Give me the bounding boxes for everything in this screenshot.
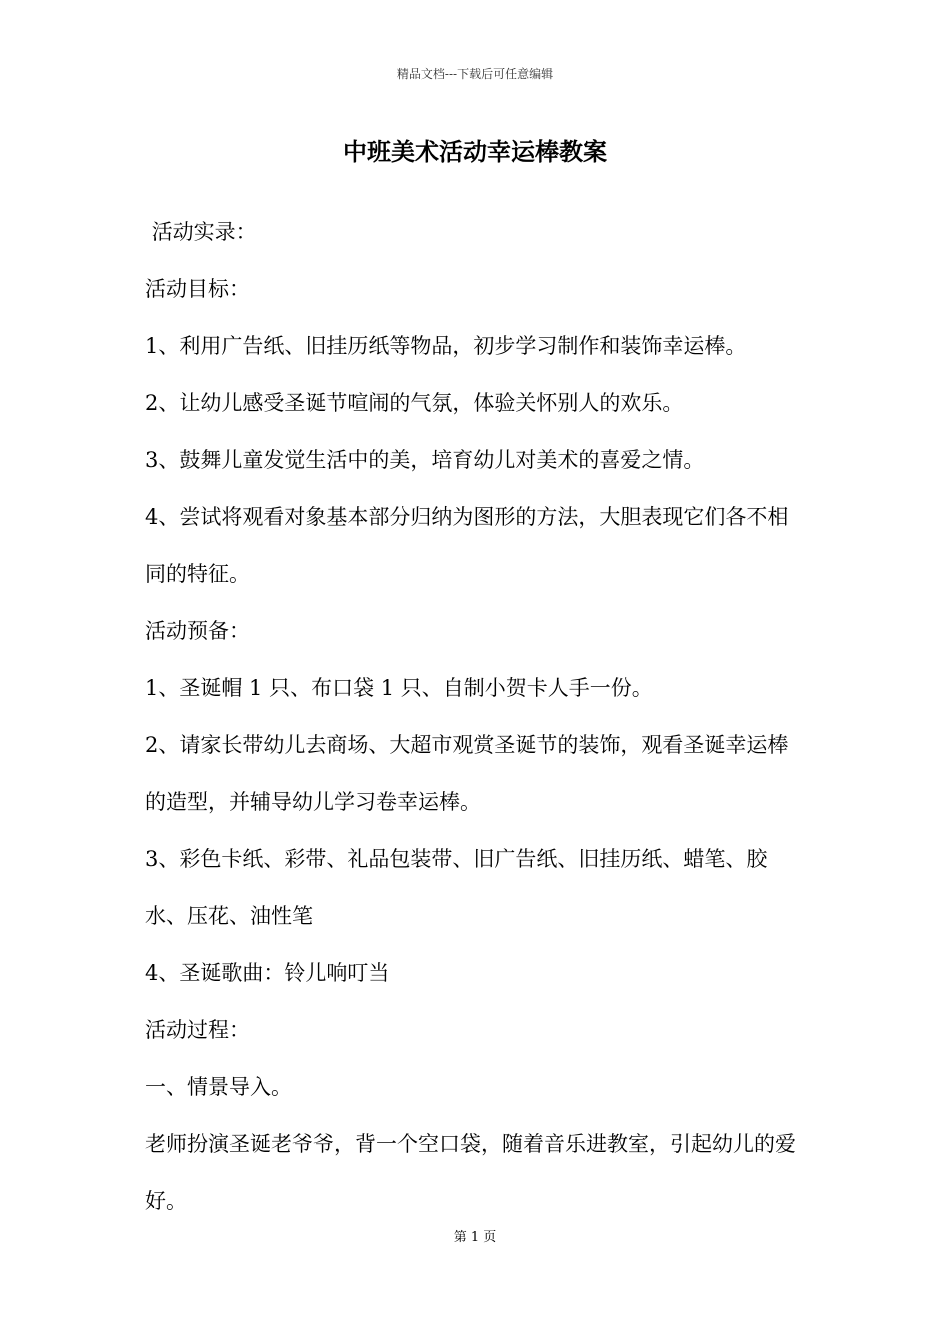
- paragraph-record-heading: 活动实录：: [145, 220, 257, 244]
- paragraph-preparation-2: 2、请家长带幼儿去商场、大超市观赏圣诞节的装饰，观看圣诞幸运棒的造型，并辅导幼儿学习卷幸运棒。: [145, 733, 789, 814]
- document-body: [145, 204, 807, 1230]
- paragraph-goals-heading: 活动目标：: [145, 277, 250, 301]
- paragraph-preparation-3: 3、彩色卡纸、彩带、礼品包装带、旧广告纸、旧挂历纸、蜡笔、胶水、压花、油性笔: [145, 847, 768, 928]
- paragraph-goal-2: 2、让幼儿感受圣诞节喧闹的气氛，体验关怀别人的欢乐。: [145, 391, 684, 415]
- paragraph-preparation-heading: 活动预备：: [145, 619, 250, 643]
- paragraph-preparation-4: 4、圣诞歌曲：铃儿响叮当: [145, 961, 390, 985]
- paragraph-preparation-1: 1、圣诞帽 1 只、布口袋 1 只、自制小贺卡人手一份。: [145, 676, 653, 700]
- page-number: 第 1 页: [453, 1230, 497, 1245]
- paragraph-step-1-text: 老师扮演圣诞老爷爷，背一个空口袋，随着音乐进教室，引起幼儿的爱好。: [145, 1132, 796, 1213]
- paragraph-goal-1: 1、利用广告纸、旧挂历纸等物品，初步学习制作和装饰幸运棒。: [145, 334, 747, 358]
- paragraph-step-1-heading: 一、情景导入。: [145, 1075, 292, 1099]
- paragraph-goal-4: 4、尝试将观看对象基本部分归纳为图形的方法，大胆表现它们各不相同的特征。: [145, 505, 789, 586]
- page-header: 精品文档---下载后可任意编辑: [396, 67, 554, 81]
- paragraph-process-heading: 活动过程：: [145, 1018, 250, 1042]
- paragraph-goal-3: 3、鼓舞儿童发觉生活中的美，培育幼儿对美术的喜爱之情。: [145, 448, 705, 472]
- document-title: 中班美术活动幸运棒教案: [343, 137, 607, 166]
